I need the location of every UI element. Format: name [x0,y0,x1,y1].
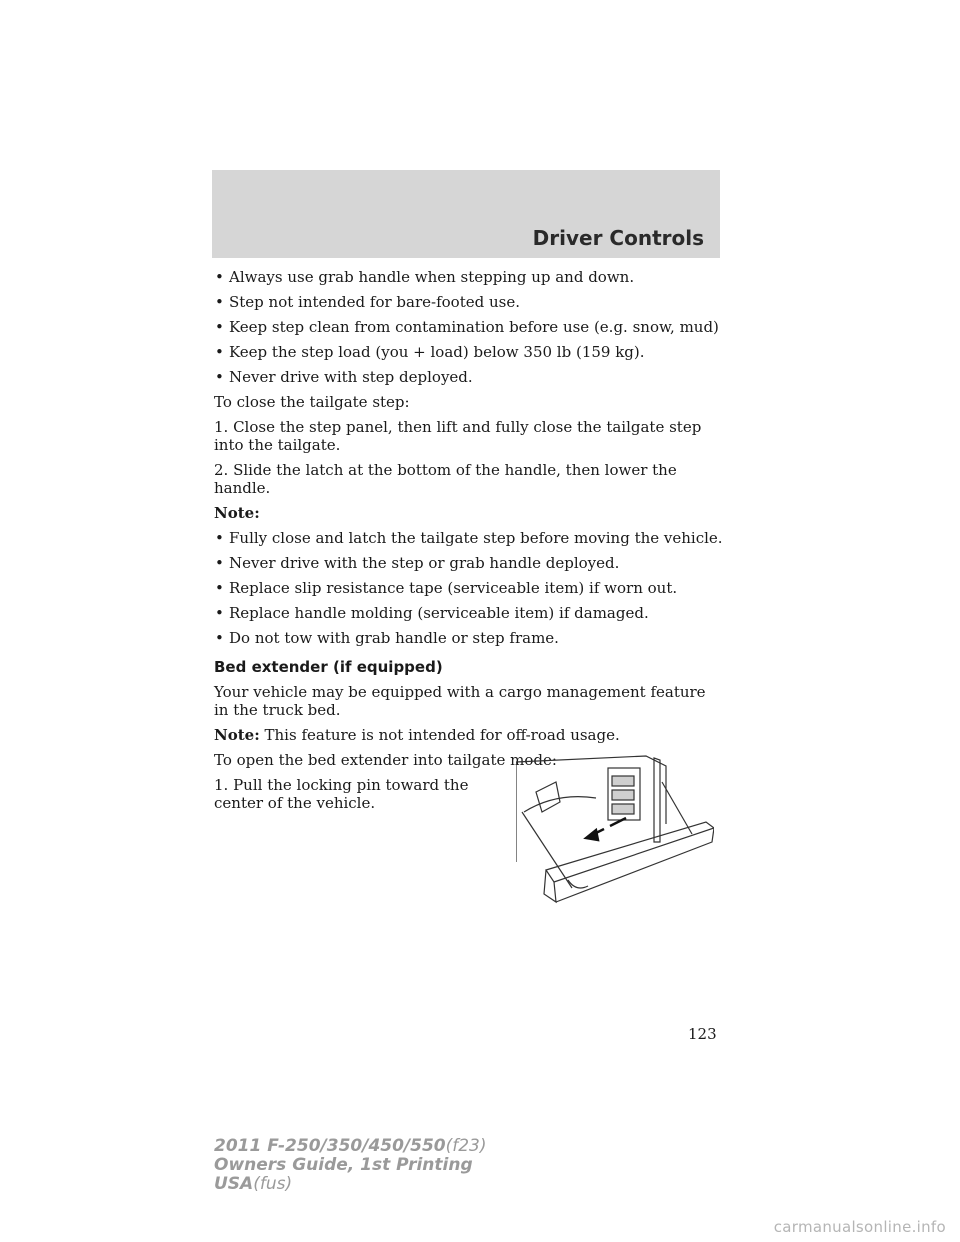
note-label: Note: [214,504,260,522]
footer-line-3: USA(fus) [214,1174,293,1194]
close-step-2: 2. Slide the latch at the bottom of the handle, then lower the handle. [214,461,677,497]
bed-extender-description: Your vehicle may be equipped with a cargo management feature in the truck bed. [214,683,706,719]
bullet-icon: • [215,579,224,597]
list-item: • Never drive with the step or grab handle deployed. [215,554,620,572]
bed-extender-illustration [516,752,714,912]
close-step-intro: To close the tailgate step: [214,393,410,411]
bed-extender-open-intro: To open the bed extender into tailgate mode: [214,751,557,769]
close-step-1: 1. Close the step panel, then lift and fully close the tailgate step into the tailgate. [214,418,702,454]
bullet-icon: • [215,529,224,547]
list-item: • Always use grab handle when stepping up and down. [215,268,635,286]
arrow-head-icon [586,830,598,840]
extender-panel-3 [612,804,634,814]
page-content [214,268,724,812]
watermark-text: carmanualsonline.info [773,1218,946,1236]
extender-panel-1 [612,776,634,786]
list-item: • Keep step clean from contamination before use (e.g. snow, mud) [215,318,719,336]
wheel-well-shape [536,782,560,812]
list-item: • Do not tow with grab handle or step frame. [215,629,559,647]
section-title: Driver Controls [532,226,704,250]
bullet-icon: • [215,318,224,336]
list-item: • Keep the step load (you + load) below 350 lb (159 kg). [215,343,645,361]
tailgate-post [654,758,660,842]
tailgate-edge [544,870,556,902]
section-header-band [212,170,720,258]
bullet-icon: • [215,293,224,311]
bed-rail-line [524,797,596,812]
support-cable-left [522,812,572,888]
list-item: • Replace handle molding (serviceable item) if damaged. [215,604,649,622]
bullet-icon: • [215,368,224,386]
note-bullet-list [214,529,724,647]
list-item: • Never drive with step deployed. [215,368,473,386]
list-item: • Replace slip resistance tape (serviceable item) if worn out. [215,579,678,597]
extender-panel-2 [612,790,634,800]
bed-wall-line [516,756,666,824]
bullet-icon: • [215,629,224,647]
document-footer [214,1137,487,1194]
bullet-icon: • [215,554,224,572]
list-item: • Fully close and latch the tailgate step before moving the vehicle. [215,529,723,547]
bed-extender-heading: Bed extender (if equipped) [214,658,443,676]
tailgate-bottom [556,828,714,902]
footer-line-1: 2011 F-250/350/450/550(f23) [214,1136,487,1156]
page-number: 123 [688,1025,717,1043]
footer-line-2: Owners Guide, 1st Printing [214,1155,473,1175]
bed-extender-step-1: 1. Pull the locking pin toward the center of the vehicle. [214,776,469,812]
bullet-icon: • [215,604,224,622]
bullet-icon: • [215,343,224,361]
list-item: • Step not intended for bare-footed use. [215,293,520,311]
arrow-dash-1 [610,818,626,826]
bullet-icon: • [215,268,224,286]
safety-bullet-list [214,268,724,386]
bed-extender-note: Note: This feature is not intended for off-road usage. [214,726,620,744]
